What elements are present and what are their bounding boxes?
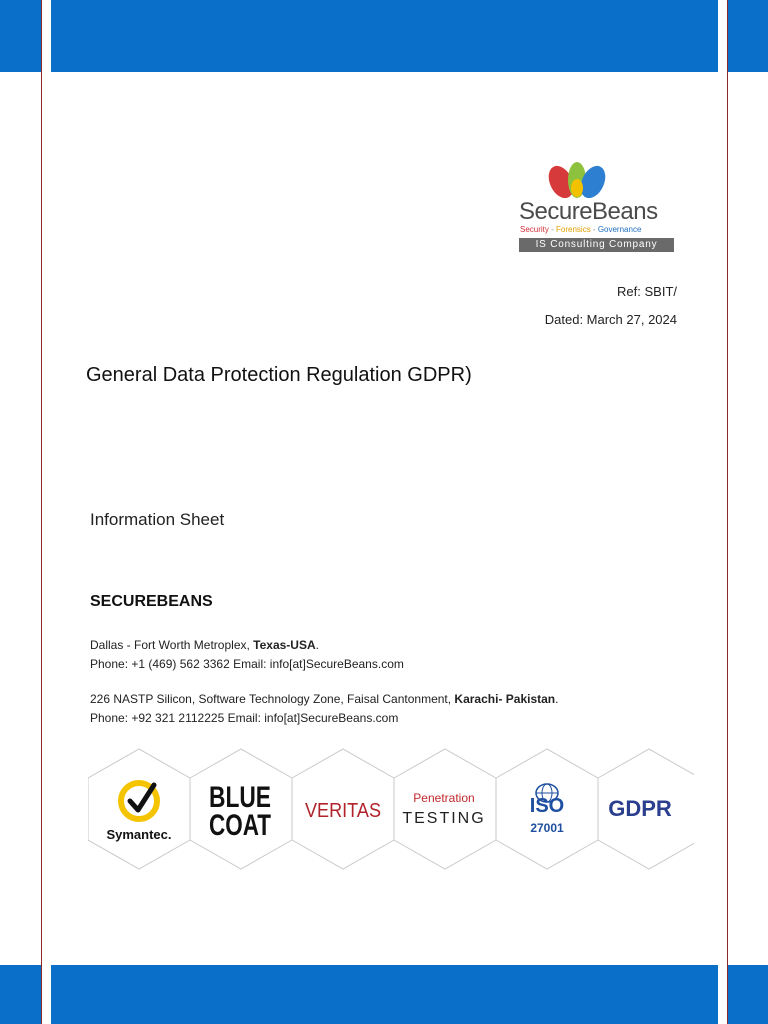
logo-tagline xyxy=(520,225,641,234)
address-usa-line1 xyxy=(90,636,404,655)
address-pakistan-contact: Phone: +92 321 2112225 Email: info[at]SecureBeans.com xyxy=(90,711,399,725)
symantec-label: Symantec. xyxy=(106,827,172,842)
address-usa xyxy=(90,636,404,674)
document-date: Dated: March 27, 2024 xyxy=(544,312,677,327)
document-subtitle: Information Sheet xyxy=(90,510,225,529)
gdpr-label: GDPR xyxy=(608,796,672,821)
bluecoat-label-bottom: COAT xyxy=(209,809,271,842)
address-usa-location: Texas-USA xyxy=(253,638,316,652)
bottom-band-left xyxy=(0,965,41,1024)
company-name: SECUREBEANS xyxy=(90,593,213,610)
iso-number-label: 27001 xyxy=(530,821,564,835)
address-usa-contact: Phone: +1 (469) 562 3362 Email: info[at]SecureBeans.com xyxy=(90,657,404,671)
securebeans-logo xyxy=(519,158,677,254)
bottom-band xyxy=(51,965,718,1024)
address-usa-period: . xyxy=(315,638,319,652)
logo-tagline-governance: Governance xyxy=(597,225,642,234)
logo-name: SecureBeans xyxy=(519,198,658,225)
pentest-label-bottom: TESTING xyxy=(402,810,486,827)
address-pakistan-period: . xyxy=(555,692,559,706)
top-band-left xyxy=(0,0,41,72)
address-pakistan xyxy=(90,690,558,728)
logo-tagline-sep: - xyxy=(548,225,557,234)
pentest-label-top: Penetration xyxy=(413,791,475,805)
bottom-band-right xyxy=(728,965,768,1024)
top-band-right xyxy=(728,0,768,72)
left-border-line xyxy=(41,0,42,1024)
document-title: General Data Protection Regulation GDPR) xyxy=(86,364,472,386)
iso-label: ISO xyxy=(529,795,565,817)
hexagon-pentest xyxy=(394,749,496,869)
address-pakistan-line1 xyxy=(90,690,558,709)
logo-subtitle: IS Consulting Company xyxy=(519,238,674,252)
bluecoat-label-top: BLUE xyxy=(209,781,271,814)
veritas-label: VERITAS xyxy=(305,800,381,822)
partner-badges xyxy=(88,747,694,871)
reference-number: Ref: SBIT/ xyxy=(617,284,677,299)
address-pakistan-location: Karachi- Pakistan xyxy=(454,692,556,706)
top-band xyxy=(51,0,718,72)
logo-tagline-security: Security xyxy=(520,225,549,234)
beans-logo-icon xyxy=(519,158,677,198)
address-usa-text: Dallas - Fort Worth Metroplex, xyxy=(90,638,254,652)
logo-tagline-sep: - xyxy=(590,225,598,234)
address-pakistan-text: 226 NASTP Silicon, Software Technology Zone, Faisal Cantonment, xyxy=(90,692,455,706)
right-border-line xyxy=(727,0,728,1024)
logo-tagline-forensics: Forensics xyxy=(556,225,591,234)
